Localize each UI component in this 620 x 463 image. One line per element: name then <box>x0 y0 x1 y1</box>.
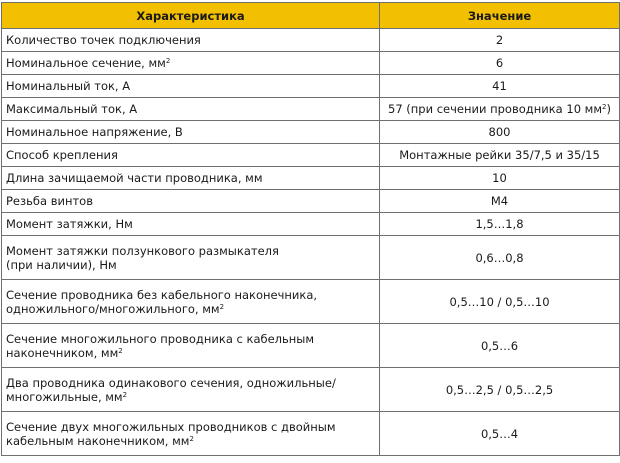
row-label <box>2 324 380 368</box>
value-text: 0,5…4 <box>480 426 519 441</box>
row-label <box>2 98 380 121</box>
row-label <box>2 167 380 190</box>
table-header-row <box>2 3 620 29</box>
superscript: 2 <box>118 346 123 355</box>
value-text: 0,5…10 / 0,5…10 <box>449 294 550 309</box>
table-row <box>2 324 620 368</box>
superscript: 2 <box>165 57 171 65</box>
spec-table <box>1 2 620 456</box>
row-value <box>380 324 620 368</box>
label-line-1: Два проводника одинакового сечения, одножильные/ <box>6 375 336 390</box>
value-text-after: ) <box>606 102 611 116</box>
table-row <box>2 121 620 144</box>
label-text: Способ крепления <box>6 148 118 162</box>
label-line-1: Сечение проводника без кабельного наконечника, <box>6 287 318 302</box>
row-value <box>380 29 620 52</box>
label-line-2: кабельным наконечником, мм <box>6 433 190 448</box>
row-label <box>2 144 380 167</box>
label-text: Номинальное напряжение, В <box>6 125 183 139</box>
table-row <box>2 52 620 75</box>
label-text: Количество точек подключения <box>6 33 201 47</box>
row-value <box>380 144 620 167</box>
value-text: 6 <box>495 56 504 70</box>
label-line-2: одножильного/многожильного, мм <box>6 301 220 316</box>
superscript: 2 <box>122 390 128 399</box>
value-text: 0,5…6 <box>480 338 519 353</box>
superscript: 2 <box>219 302 225 311</box>
value-text: 57 (при сечении проводника 10 мм <box>388 102 603 116</box>
value-text: М4 <box>490 194 509 208</box>
superscript: 2 <box>602 103 607 111</box>
row-label <box>2 121 380 144</box>
table-row <box>2 280 620 324</box>
label-line-1: Момент затяжки ползункового размыкателя <box>6 243 279 258</box>
row-label <box>2 412 380 456</box>
label-line-1: Сечение двух многожильных проводников с двойным <box>6 419 336 434</box>
table-row <box>2 190 620 213</box>
row-label <box>2 52 380 75</box>
row-label <box>2 75 380 98</box>
label-line-2: наконечником, мм <box>6 345 119 360</box>
table-row <box>2 98 620 121</box>
label-line-1: Сечение многожильного проводника с кабельным <box>6 331 315 346</box>
value-text: 41 <box>492 79 507 93</box>
label-line-2: (при наличии), Нм <box>6 257 117 272</box>
label-text: Момент затяжки, Нм <box>6 217 133 231</box>
value-text: 10 <box>492 171 507 185</box>
row-label <box>2 29 380 52</box>
row-value <box>380 52 620 75</box>
value-text: Монтажные рейки 35/7,5 и 35/15 <box>399 148 600 162</box>
table-row <box>2 368 620 412</box>
value-text: 0,6…0,8 <box>475 250 524 265</box>
row-value <box>380 213 620 236</box>
table-row <box>2 412 620 456</box>
value-text: 2 <box>495 33 504 47</box>
row-label <box>2 236 380 280</box>
row-label <box>2 213 380 236</box>
row-label <box>2 280 380 324</box>
table-row <box>2 144 620 167</box>
row-value <box>380 280 620 324</box>
row-value <box>380 167 620 190</box>
row-value <box>380 75 620 98</box>
header-value: Значение <box>380 3 620 29</box>
row-value <box>380 121 620 144</box>
table-row <box>2 236 620 280</box>
row-value <box>380 98 620 121</box>
row-label <box>2 368 380 412</box>
row-value <box>380 190 620 213</box>
label-text: Максимальный ток, А <box>6 102 138 116</box>
label-text: Длина зачищаемой части проводника, мм <box>6 171 263 185</box>
label-text: Номинальный ток, А <box>6 79 131 93</box>
value-text: 0,5…2,5 / 0,5…2,5 <box>445 382 554 397</box>
label-line-2: многожильные, мм <box>6 389 123 404</box>
table-row <box>2 167 620 190</box>
table-row <box>2 29 620 52</box>
label-text: Номинальное сечение, мм <box>6 56 166 70</box>
table-row <box>2 213 620 236</box>
row-value <box>380 368 620 412</box>
superscript: 2 <box>189 434 194 443</box>
label-text: Резьба винтов <box>6 194 93 208</box>
row-label <box>2 190 380 213</box>
row-value <box>380 412 620 456</box>
row-value <box>380 236 620 280</box>
value-text: 800 <box>488 125 511 139</box>
value-text: 1,5…1,8 <box>475 217 524 231</box>
table-row <box>2 75 620 98</box>
header-characteristic: Характеристика <box>2 3 380 29</box>
